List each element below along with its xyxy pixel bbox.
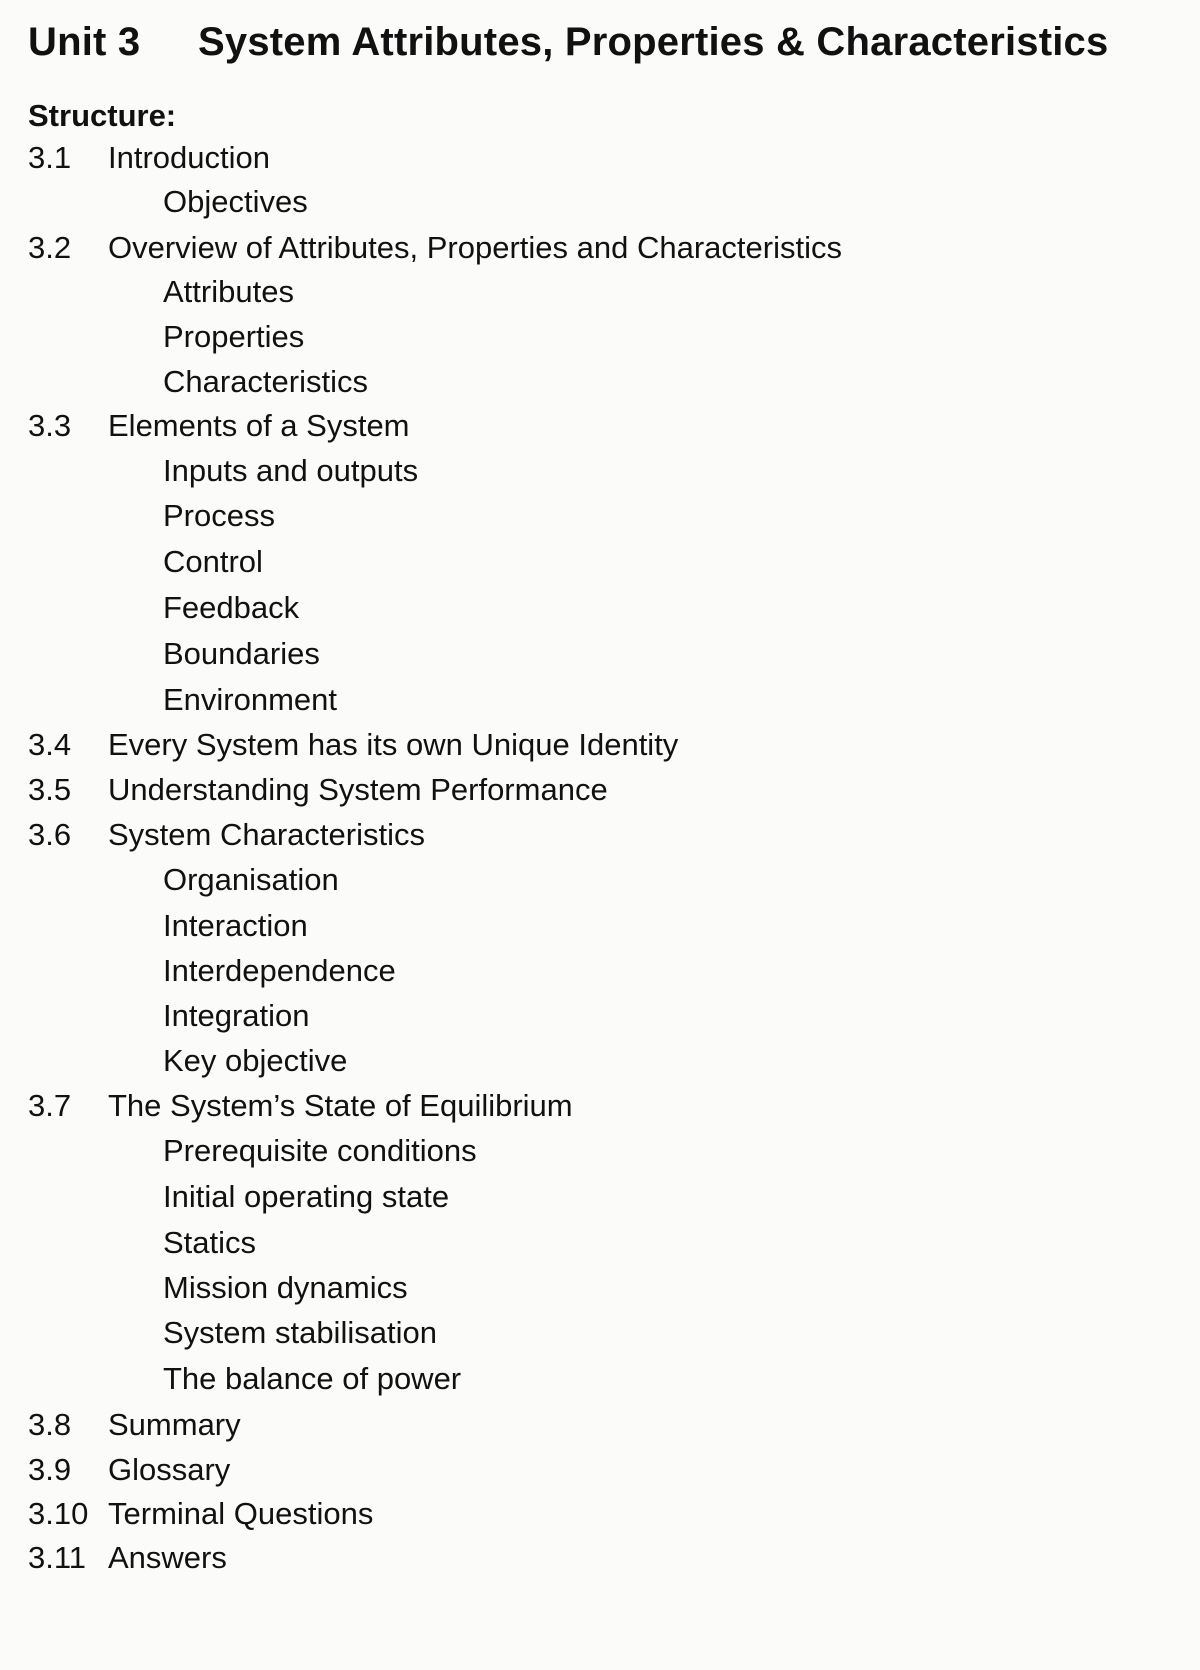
section-title: Elements of a System xyxy=(108,408,410,443)
section-number: 3.5 xyxy=(28,772,72,807)
section-title: Every System has its own Unique Identity xyxy=(108,727,679,762)
subsection-title: The balance of power xyxy=(163,1361,462,1396)
section-number: 3.4 xyxy=(28,727,72,762)
subsection-title: Interaction xyxy=(163,908,308,943)
subsection-title: Environment xyxy=(163,682,338,717)
subsection-title: Feedback xyxy=(163,590,300,625)
section-title: Glossary xyxy=(108,1452,231,1487)
structure-label: Structure: xyxy=(28,98,177,133)
subsection-title: Inputs and outputs xyxy=(163,453,419,488)
section-number: 3.10 xyxy=(28,1496,89,1531)
section-number: 3.8 xyxy=(28,1407,72,1442)
subsection-title: Properties xyxy=(163,319,305,354)
unit-title: System Attributes, Properties & Characteristics xyxy=(198,20,1109,64)
subsection-title: Interdependence xyxy=(163,953,396,988)
section-number: 3.3 xyxy=(28,408,72,443)
section-title: Understanding System Performance xyxy=(108,772,608,807)
subsection-title: Characteristics xyxy=(163,364,368,399)
section-number: 3.7 xyxy=(28,1088,72,1123)
subsection-title: Process xyxy=(163,498,275,533)
subsection-title: Control xyxy=(163,544,263,579)
subsection-title: Statics xyxy=(163,1225,257,1260)
section-title: The System’s State of Equilibrium xyxy=(108,1088,573,1123)
section-title: Summary xyxy=(108,1407,241,1442)
section-number: 3.2 xyxy=(28,230,72,265)
unit-heading xyxy=(28,18,1108,66)
subsection-title: System stabilisation xyxy=(163,1315,437,1350)
subsection-title: Integration xyxy=(163,998,310,1033)
section-title: Overview of Attributes, Properties and Characteristics xyxy=(108,230,842,265)
subsection-title: Objectives xyxy=(163,184,308,219)
section-number: 3.11 xyxy=(28,1540,87,1575)
section-number: 3.9 xyxy=(28,1452,72,1487)
subsection-title: Attributes xyxy=(163,274,294,309)
section-title: Terminal Questions xyxy=(108,1496,374,1531)
subsection-title: Boundaries xyxy=(163,636,320,671)
section-number: 3.6 xyxy=(28,817,72,852)
subsection-title: Mission dynamics xyxy=(163,1270,408,1305)
section-title: Introduction xyxy=(108,140,270,175)
subsection-title: Prerequisite conditions xyxy=(163,1133,477,1168)
subsection-title: Initial operating state xyxy=(163,1179,450,1214)
subsection-title: Organisation xyxy=(163,862,339,897)
section-title: Answers xyxy=(108,1540,227,1575)
unit-label: Unit 3 xyxy=(28,20,141,64)
section-number: 3.1 xyxy=(28,140,72,175)
subsection-title: Key objective xyxy=(163,1043,348,1078)
section-title: System Characteristics xyxy=(108,817,425,852)
